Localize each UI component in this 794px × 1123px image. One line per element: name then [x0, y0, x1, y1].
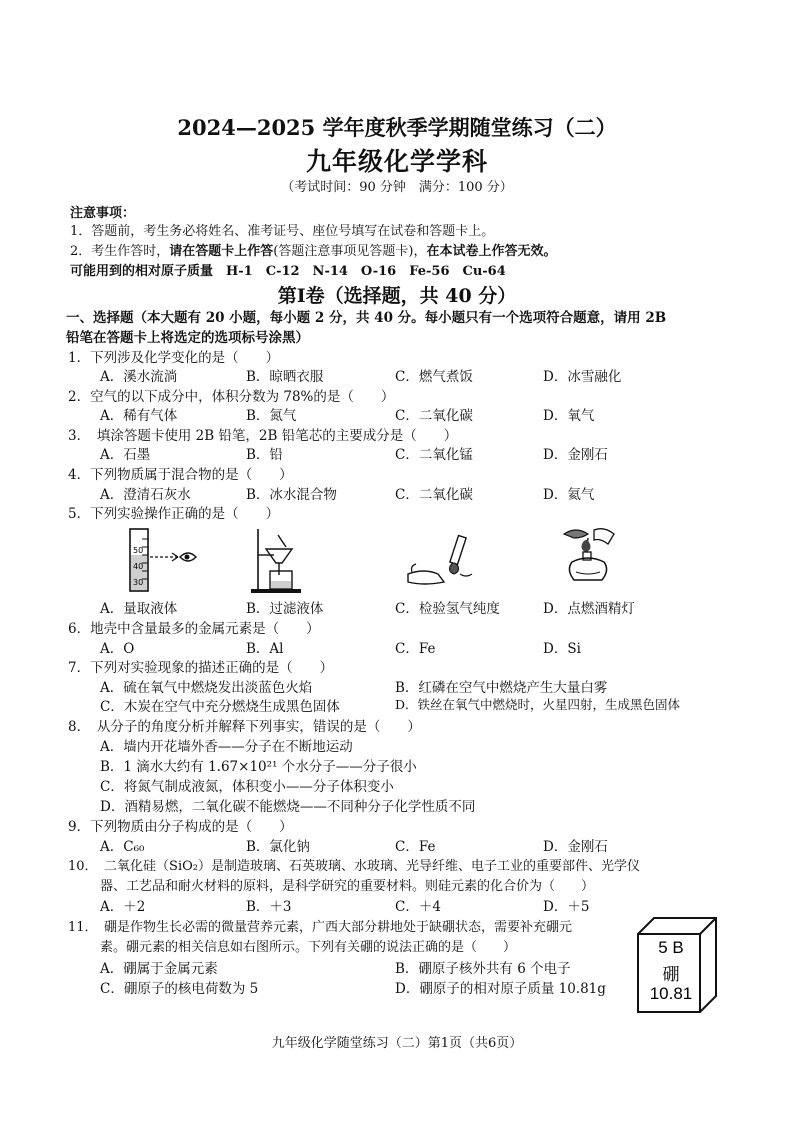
notice-item-2-prefix: 2．考生作答时， — [70, 244, 170, 259]
boron-element-card — [636, 916, 718, 1014]
exam-info: （考试时间：90 分钟 满分：100 分） — [281, 180, 513, 195]
question-8-option-d: D．酒精易燃，二氧化碳不能燃烧——不同种分子化学性质不同 — [100, 799, 476, 815]
notice-item-2 — [70, 240, 556, 259]
atomic-masses: 可能用到的相对原子质量 H-1 C-12 N-14 O-16 Fe-56 Cu-64 — [70, 264, 506, 279]
question-10-option-b: B．＋3 — [246, 899, 292, 915]
question-2-option-c: C．二氧化碳 — [395, 408, 473, 424]
question-7-option-c: C．木炭在空气中充分燃烧生成黑色固体 — [100, 699, 340, 715]
cylinder-mark-30: 30 — [133, 578, 144, 587]
boron-name: 硼 — [662, 965, 680, 985]
question-2-option-b: B．氮气 — [246, 408, 297, 424]
question-6-option-d: D．Si — [543, 641, 581, 657]
question-8-stem: 8． 从分子的角度分析并解释下列事实，错误的是（ ） — [68, 719, 421, 735]
question-3-option-c: C．二氧化锰 — [395, 447, 473, 463]
question-1-option-c: C．燃气煮饭 — [395, 369, 473, 385]
question-11-option-b: B．硼原子核外共有 6 个电子 — [395, 961, 571, 977]
question-7-option-b: B．红磷在空气中燃烧产生大量白雾 — [395, 680, 608, 696]
question-3-option-a: A．石墨 — [100, 447, 151, 463]
question-7-option-a: A．硫在氧气中燃烧发出淡蓝色火焰 — [100, 680, 313, 696]
question-6-option-a: A．O — [100, 641, 135, 657]
question-9-option-c: C．Fe — [395, 839, 436, 855]
question-5-stem: 5．下列实验操作正确的是（ ） — [68, 506, 280, 522]
subject-title: 九年级化学学科 — [305, 147, 488, 176]
question-8-option-b: B．1 滴水大约有 1.67×10²¹ 个水分子——分子很小 — [100, 759, 417, 775]
question-2-option-d: D．氧气 — [543, 408, 595, 424]
question-7-stem: 7．下列对实验现象的描述正确的是（ ） — [68, 660, 334, 676]
cylinder-mark-40: 40 — [133, 562, 144, 571]
question-2-stem: 2．空气的以下成分中，体积分数为 78%的是（ ） — [68, 389, 395, 405]
question-3-option-d: D．金刚石 — [543, 447, 608, 463]
question-7-option-d: D．铁丝在氧气中燃烧时，火星四射，生成黑色固体 — [395, 697, 681, 712]
question-9-option-b: B．氯化钠 — [246, 839, 310, 855]
question-3-stem: 3． 填涂答题卡使用 2B 铅笔，2B 铅笔芯的主要成分是（ ） — [68, 428, 458, 444]
question-10-option-d: D．＋5 — [543, 899, 590, 915]
question-2-option-a: A．稀有气体 — [100, 408, 178, 424]
question-10-stem-line1: 10． 二氧化硅（SiO₂）是制造玻璃、石英玻璃、水玻璃、光导纤维、电子工业的重要部件、光学仪 — [68, 859, 640, 874]
question-1-option-a: A．溪水流淌 — [100, 369, 178, 385]
question-1-stem: 1．下列涉及化学变化的是（ ） — [68, 350, 280, 366]
question-3-option-b: B．铅 — [246, 447, 283, 463]
question-1-option-d: D．冰雪融化 — [543, 369, 622, 385]
section-title: 第Ⅰ卷（选择题，共 40 分） — [277, 285, 517, 307]
question-10-option-c: C．＋4 — [395, 899, 441, 915]
graduated-cylinder-figure — [120, 527, 200, 595]
question-4-option-b: B．冰水混合物 — [246, 487, 337, 503]
question-6-option-c: C．Fe — [395, 641, 436, 657]
boron-atomic-mass: 10.81 — [649, 984, 693, 1003]
question-5-option-d: D．点燃酒精灯 — [543, 601, 635, 617]
question-8-option-a: A．墙内开花墙外香——分子在不断地运动 — [100, 739, 353, 755]
notice-heading: 注意事项： — [70, 206, 136, 221]
question-8-option-c: C．将氮气制成液氮，体积变小——分子体积变小 — [100, 779, 394, 795]
question-4-option-c: C．二氧化碳 — [395, 487, 473, 503]
notice-item-2-bold1: 请在答题卡上作答 — [169, 244, 274, 259]
question-1-option-b: B．晾晒衣服 — [246, 369, 324, 385]
notice-item-2-mid: (答题注意事项见答题卡)， — [273, 244, 427, 259]
question-9-option-d: D．金刚石 — [543, 839, 608, 855]
question-9-option-a: A．C₆₀ — [100, 839, 145, 855]
question-5-option-b: B．过滤液体 — [246, 601, 324, 617]
notice-item-1: 1．答题前，考生务必将姓名、准考证号、座位号填写在试卷和答题卡上。 — [70, 224, 495, 239]
cylinder-mark-50: 50 — [133, 546, 144, 555]
filtration-figure — [248, 527, 306, 595]
question-11-stem-line2: 素。硼元素的相关信息如右图所示。下列有关硼的说法正确的是（ ） — [100, 940, 517, 955]
question-11-option-d: D．硼原子的相对原子质量 10.81g — [395, 981, 606, 997]
section-desc-line1: 一、选择题（本大题有 20 小题，每小题 2 分，共 40 分。每小题只有一个选项符合题意，请用 2B — [66, 310, 667, 326]
eye-icon — [180, 553, 196, 561]
section-desc-line2: 铅笔在答题卡上将选定的选项标号涂黑） — [66, 330, 309, 346]
question-11-option-a: A．硼属于金属元素 — [100, 961, 218, 977]
question-10-option-a: A．＋2 — [100, 899, 146, 915]
question-4-option-a: A．澄清石灰水 — [100, 487, 191, 503]
boron-symbol: 5 B — [658, 938, 684, 957]
alcohol-lamp-figure — [558, 524, 628, 592]
question-6-stem: 6．地壳中含量最多的金属元素是（ ） — [68, 621, 320, 637]
notice-item-2-bold2: 在本试卷上作答无效。 — [426, 244, 557, 259]
question-10-stem-line2: 器、工艺品和耐火材料的原料，是科学研究的重要材料。则硅元素的化合价为（ ） — [100, 879, 595, 894]
question-5-option-a: A．量取液体 — [100, 601, 178, 617]
exam-title: 2024—2025 学年度秋季学期随堂练习（二） — [177, 115, 617, 140]
question-11-stem-line1: 11． 硼是作物生长必需的微量营养元素，广西大部分耕地处于缺硼状态，需要补充硼元 — [68, 920, 573, 935]
question-4-option-d: D．氦气 — [543, 487, 595, 503]
question-5-option-c: C．检验氢气纯度 — [395, 601, 500, 617]
question-9-stem: 9．下列物质由分子构成的是（ ） — [68, 819, 293, 835]
question-6-option-b: B．Al — [246, 641, 284, 657]
hydrogen-test-figure — [404, 530, 478, 590]
page-footer: 九年级化学随堂练习（二）第1页（共6页） — [271, 1036, 523, 1051]
question-11-option-c: C．硼原子的核电荷数为 5 — [100, 981, 259, 997]
question-4-stem: 4．下列物质属于混合物的是（ ） — [68, 467, 293, 483]
